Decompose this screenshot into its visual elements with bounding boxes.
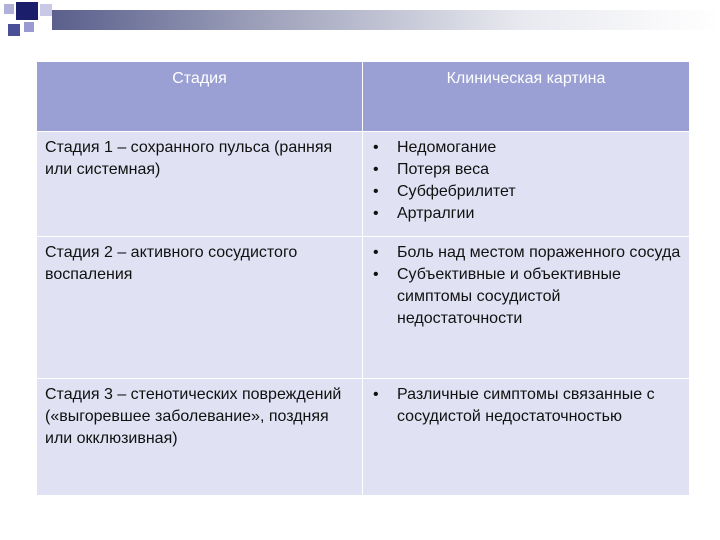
decor-square (24, 22, 34, 32)
symptom-list (371, 384, 681, 428)
symptom-item: • Субфебрилитет (373, 181, 681, 203)
symptoms-cell (363, 237, 690, 379)
decor-square (8, 24, 20, 36)
symptom-item: • Артралгии (373, 203, 681, 225)
stage-cell: Стадия 3 – стенотических повреждений («выгоревшее заболевание», поздняя или окклюзивная) (37, 379, 363, 496)
stage-cell: Стадия 1 – сохранного пульса (ранняя или системная) (37, 132, 363, 237)
decor-square (16, 2, 38, 20)
symptom-item: • Субъективные и объективные симптомы сосудистой недостаточности (373, 264, 681, 330)
symptom-item: • Потеря веса (373, 159, 681, 181)
symptom-list (371, 137, 681, 225)
stage-cell: Стадия 2 – активного сосудистого воспаления (37, 237, 363, 379)
stages-table (36, 61, 690, 496)
symptom-item: • Различные симптомы связанные с сосудистой недостаточностью (373, 384, 681, 428)
decor-square (40, 4, 52, 16)
symptom-item: • Боль над местом пораженного сосуда (373, 242, 681, 264)
table-header-row (37, 62, 690, 132)
decor-square (4, 4, 14, 14)
symptom-item: • Недомогание (373, 137, 681, 159)
symptoms-cell (363, 379, 690, 496)
table-row (37, 379, 690, 496)
table-row (37, 237, 690, 379)
symptoms-cell (363, 132, 690, 237)
decor-gradient-bar (52, 10, 720, 30)
table-row (37, 132, 690, 237)
symptom-list (371, 242, 681, 330)
header-clinical-picture: Клиническая картина (363, 62, 690, 132)
header-stage: Стадия (37, 62, 363, 132)
